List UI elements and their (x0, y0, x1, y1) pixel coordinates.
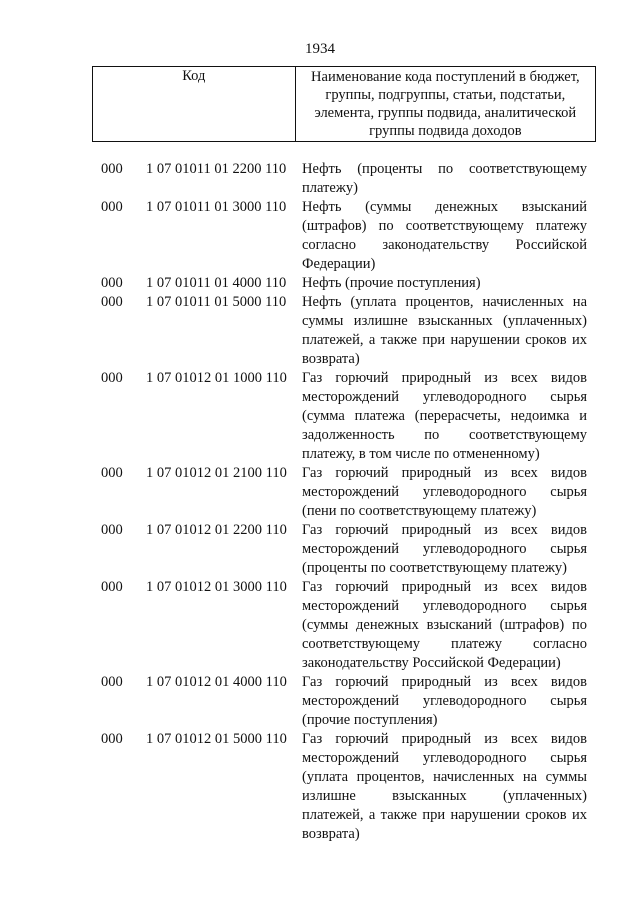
revenue-code: 1 07 01011 01 4000 110 (146, 275, 287, 291)
description-line: Нефть (суммы денежных взысканий (302, 199, 587, 215)
group-code: 000 (101, 294, 123, 310)
description-line: Газ горючий природный из всех видов (302, 731, 587, 747)
table-row (0, 578, 640, 673)
description-line: Газ горючий природный из всех видов (302, 579, 587, 595)
header-name-line: группы подвида доходов (369, 123, 522, 139)
group-code: 000 (101, 522, 123, 538)
description-line: Нефть (прочие поступления) (302, 275, 481, 291)
header-table (92, 66, 596, 142)
description-line: (прочие поступления) (302, 712, 438, 728)
revenue-description (302, 673, 587, 730)
description-line: Федерации) (302, 256, 376, 272)
description-line: Нефть (проценты по соответствующему (302, 161, 587, 177)
table-row (0, 274, 640, 293)
table-row (0, 160, 640, 198)
revenue-code: 1 07 01012 01 5000 110 (146, 731, 287, 747)
description-line: месторождений углеводородного сырья (302, 389, 587, 405)
table-row (0, 521, 640, 578)
header-name-line: Наименование кода поступлений в бюджет, (311, 69, 580, 85)
revenue-description (302, 274, 587, 293)
revenue-description (302, 293, 587, 369)
revenue-code: 1 07 01012 01 3000 110 (146, 579, 287, 595)
table-row (0, 730, 640, 844)
group-code: 000 (101, 199, 123, 215)
description-line: (суммы денежных взысканий (штрафов) по (302, 617, 587, 633)
description-line: законодательству Российской Федерации) (302, 655, 561, 671)
description-line: месторождений углеводородного сырья (302, 750, 587, 766)
table-row (0, 198, 640, 274)
description-line: месторождений углеводородного сырья (302, 484, 587, 500)
group-code: 000 (101, 579, 123, 595)
description-line: суммы излишне взысканных (уплаченных) (302, 313, 587, 329)
revenue-description (302, 198, 587, 274)
table-row (0, 369, 640, 464)
description-line: платежу) (302, 180, 358, 196)
description-line: согласно законодательству Российской (302, 237, 587, 253)
header-name-line: элемента, группы подвида, аналитической (314, 105, 577, 121)
revenue-description (302, 369, 587, 464)
description-line: возврата) (302, 826, 360, 842)
description-line: (уплата процентов, начисленных на суммы (302, 769, 587, 785)
header-code-column (93, 67, 296, 142)
group-code: 000 (101, 465, 123, 481)
table-row (0, 673, 640, 730)
description-line: платежей, а также при нарушении сроков их (302, 332, 587, 348)
description-line: (проценты по соответствующему платежу) (302, 560, 567, 576)
description-line: излишне взысканных (уплаченных) (302, 788, 587, 804)
description-line: Газ горючий природный из всех видов (302, 674, 587, 690)
description-line: (пени по соответствующему платежу) (302, 503, 537, 519)
group-code: 000 (101, 731, 123, 747)
revenue-code: 1 07 01011 01 3000 110 (146, 199, 287, 215)
revenue-code: 1 07 01012 01 2100 110 (146, 465, 287, 481)
description-line: (сумма платежа (перерасчеты, недоимка и (302, 408, 587, 424)
revenue-description (302, 521, 587, 578)
header-name-column (295, 67, 595, 142)
header-code-label: Код (182, 68, 206, 84)
revenue-code: 1 07 01011 01 2200 110 (146, 161, 287, 177)
description-line: Нефть (уплата процентов, начисленных на (302, 294, 587, 310)
description-line: месторождений углеводородного сырья (302, 693, 587, 709)
group-code: 000 (101, 370, 123, 386)
group-code: 000 (101, 674, 123, 690)
description-line: платежу, в том числе по отмененному) (302, 446, 540, 462)
description-line: Газ горючий природный из всех видов (302, 522, 587, 538)
description-line: Газ горючий природный из всех видов (302, 465, 587, 481)
revenue-code: 1 07 01012 01 4000 110 (146, 674, 287, 690)
header-name-line: группы, подгруппы, статьи, подстатьи, (325, 87, 566, 103)
page-number: 1934 (305, 41, 335, 57)
code-rows (0, 160, 640, 844)
revenue-description (302, 160, 587, 198)
description-line: возврата) (302, 351, 360, 367)
revenue-code: 1 07 01011 01 5000 110 (146, 294, 287, 310)
description-line: Газ горючий природный из всех видов (302, 370, 587, 386)
description-line: задолженность по соответствующему (302, 427, 587, 443)
revenue-description (302, 578, 587, 673)
description-line: платежей, а также при нарушении сроков их (302, 807, 587, 823)
description-line: соответствующему платежу согласно (302, 636, 587, 652)
revenue-code: 1 07 01012 01 1000 110 (146, 370, 287, 386)
revenue-code: 1 07 01012 01 2200 110 (146, 522, 287, 538)
group-code: 000 (101, 275, 123, 291)
revenue-description (302, 730, 587, 844)
table-row (0, 464, 640, 521)
description-line: (штрафов) по соответствующему платежу (302, 218, 587, 234)
revenue-description (302, 464, 587, 521)
description-line: месторождений углеводородного сырья (302, 598, 587, 614)
group-code: 000 (101, 161, 123, 177)
table-row (0, 293, 640, 369)
description-line: месторождений углеводородного сырья (302, 541, 587, 557)
